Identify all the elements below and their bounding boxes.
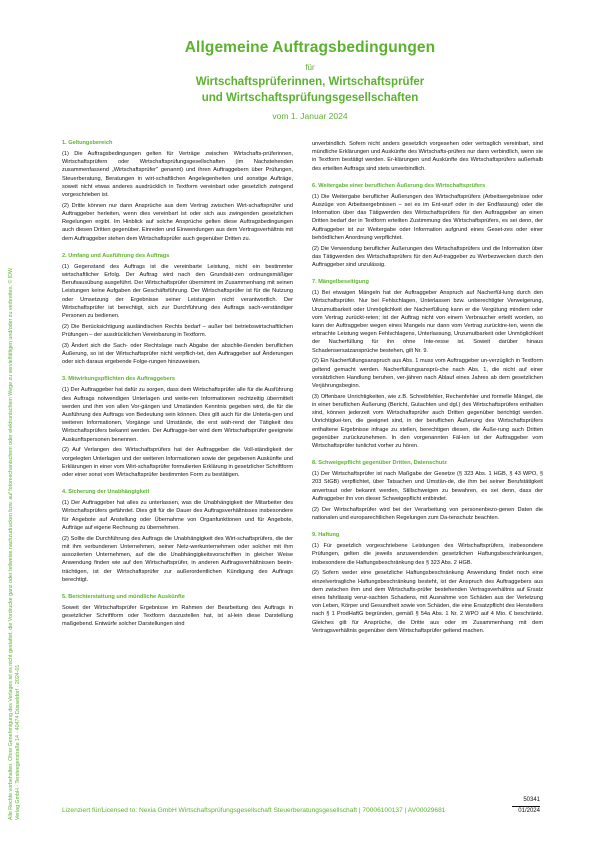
section [62, 489, 293, 584]
section-heading: 8. Schweigepflicht gegenüber Dritten, Datenschutz [312, 460, 447, 467]
section-paragraph: (1) Bei etwaigen Mängeln hat der Auftraggeber Anspruch auf Nacherfül-lung durch den Wirtschaftsprüfer. Nur bei Fehlschlagen, Unterlassen bzw. unberechtigter Verweigerung, Unzumutbarkeit oder Unmöglichkeit der Nacherfüllung kann er die Vergütung mindern oder vom Vertrag zurückt-reten; ist der Auftrag nicht von einem Verbraucher erteilt worden, so kann der Auftraggeber wegen eines Mangels nur dann vom Vertrag zurücktre-ten, wenn die erbrachte Leistung wegen Fehlschlagens, Unterlassung, Unzumutbarkeit oder Unmöglichkeit der Nacherfüllung für ihn ohne Inte-resse ist. Soweit darüber hinaus Schadensersatzansprüche bestehen, gilt Nr. 9. [312, 290, 543, 354]
document-subtitle-line-2: und Wirtschaftsprüfungsgesellschaften [201, 92, 419, 104]
section-paragraph: unverbindlich. Sofern nicht anders gesetzlich vorgesehen oder vertraglich vereinbart, sind mündliche Erklärungen und Auskünfte des Wirtschafts-prüfers nur dann verbindlich, wenn sie in Textform bestätigt werden. Er-klärungen und Auskünfte des Wirtschaftsprüfers außerhalb des erteilten Auftrags sind stets unverbindlich. [312, 141, 543, 172]
section-heading: 2. Umfang und Ausführung des Auftrags [62, 252, 170, 259]
section-paragraph: (2) Der Wirtschaftsprüfer wird bei der Verarbeitung von personenbezo-genen Daten die nationalen und europarechtlichen Regelungen zum Da-tenschutz beachten. [312, 506, 543, 521]
section [62, 140, 293, 243]
section [312, 532, 543, 635]
section [62, 376, 293, 479]
form-number: 50341 [523, 797, 540, 803]
section-heading: 7. Mängelbeseitigung [312, 279, 369, 286]
body-columns [62, 140, 543, 830]
section-paragraph: Soweit der Wirtschaftsprüfer Ergebnisse im Rahmen der Bearbeitung des Auftrags in gesetzlicher Schriftform oder Textform darzustellen hat, ist al-lein diese Darstellung maßgebend. Entwürfe solcher Darstellungen sind [62, 604, 293, 628]
section-paragraph: (3) Offenbare Unrichtigkeiten, wie z.B. Schreibfehler, Rechenfehler und formelle Mängel, die in einer beruflichen Äußerung (Bericht, Gutachten und dgl.) des Wirtschaftsprüfers enthalten sind, können jederzeit vom Wirtschaftsprüfer auch Dritten gegenüber berichtigt werden. Unrichtigkei-ten, die geeignet sind, in der beruflichen Äußerung des Wirtschaftsprüfers enthaltene Ergebnisse infrage zu stellen, berechtigen diesen, die Äuße-rung auch Dritten gegenüber zurückzunehmen. In den vorgenannten Fäl-len ist der Auftraggeber vom Wirtschaftsprüfer tunlichst vorher zu hören. [312, 393, 543, 450]
section-paragraph: (1) Die Auftragsbedingungen gelten für Verträge zwischen Wirtschafts-prüferinnen, Wirtschaftsprüfern oder Wirtschaftsprüfungsgesellschaften (im Nachstehenden zusammenfassend „Wirtschaftsprüfer" genannt) und ihren Auftraggebern über Prüfungen, Steuerberatung, Beratungen in wirt-schaftlichen Angelegenheiten und sonstige Aufträge, soweit nicht etwas anderes ausdrücklich in Textform vereinbart oder gesetzlich zwingend vorgeschrieben ist. [62, 151, 293, 199]
section-paragraph: (1) Der Wirtschaftsprüfer ist nach Maßgabe der Gesetze (§ 323 Abs. 1 HGB, § 43 WPO, § 203 StGB) verpflichtet, über Tatsachen und Umstän-de, die ihm bei seiner Berufstätigkeit anvertraut oder bekannt werden, Stillschweigen zu bewahren, es sei denn, dass der Auftraggeber ihn von dieser Schweigepflicht entbindet. [312, 471, 543, 502]
section-paragraph: (1) Für gesetzlich vorgeschriebene Leistungen des Wirtschaftsprüfers, insbesondere Prüfungen, gelten die jeweils anzuwendenden gesetzlichen Haftungsbeschränkungen, insbesondere die Haftungsbeschränkung des § 323 Abs. 2 HGB. [312, 543, 543, 566]
section-paragraph: (2) Auf Verlangen des Wirtschaftsprüfers hat der Auftraggeber die Voll-ständigkeit der vorgelegten Unterlagen und der weiteren Informationen sowie der gegebenen Auskünfte und Erklärungen in einer vom Wirt-schaftsprüfer formulierten Erklärung in gesetzlicher Schriftform oder einer sonst vom Wirtschaftsprüfer bestimmten Form zu bestätigen. [62, 447, 293, 479]
section-heading: 6. Weitergabe einer beruflichen Äußerung des Wirtschaftsprüfers [312, 182, 486, 189]
license-footer: Lizenziert für/Licensed to: Nexia GmbH Wirtschaftsprüfungsgesellschaft Steuerberatungsgesellschaft | 70006100137 | AV00029681 [62, 807, 446, 814]
section-paragraph: (2) Sofern weder eine gesetzliche Haftungsbeschränkung Anwendung findet noch eine einzelvertragliche Haftungsbeschränkung besteht, ist der Anspruch des Auftraggebers aus dem zwischen ihm und dem Wirtschafts-prüfer bestehenden Vertragsverhältnis auf Ersatz eines fahrlässig verur-sachten Schadens, mit Ausnahme von Schäden aus der Verletzung von Leben, Körper und Gesundheit sowie von Schäden, die eine Ersatzpflicht des Herstellers nach § 1 ProdHaftG begründen, gemäß § 54a Abs. 1 Nr. 2 WPO auf 4 Mio. € beschränkt. Gleiches gilt für Ansprüche, die Dritte aus oder im Zusammenhang mit dem Vertragsverhältnis gegenüber dem Wirtschaftsprüfer geltend machen. [312, 570, 543, 634]
section [312, 183, 543, 269]
right-column [312, 140, 543, 645]
document-subtitle-line-1: Wirtschaftsprüferinnen, Wirtschaftsprüfer [195, 76, 425, 88]
form-date: 01/2024 [518, 808, 540, 814]
document-date: vom 1. Januar 2024 [272, 111, 348, 121]
section-paragraph: (2) Die Berücksichtigung ausländischen Rechts bedarf – außer bei betriebswirtschaftlichen Prüfungen – der ausdrücklichen Vereinbarung in Textform. [62, 323, 293, 339]
document-header [60, 38, 560, 122]
section-paragraph: (2) Ein Nacherfüllungsanspruch aus Abs. 1 muss vom Auftraggeber un-verzüglich in Textform geltend gemacht werden. Nacherfüllungsansprü-che nach Abs. 1, die nicht auf einer vorsätzlichen Handlung beruhen, ver-jähren nach Ablauf eines Jahres ab dem gesetzlichen Verjährungsbeginn. [312, 358, 543, 390]
section-paragraph: (1) Gegenstand des Auftrags ist die vereinbarte Leistung, nicht ein bestimmter wirtschaftlicher Erfolg. Der Auftrag wird nach den Grundsät-zen ordnungsmäßiger Berufsausübung ausgeführt. Der Wirtschaftsprüfer übernimmt im Zusammenhang mit seinen Leistungen keine Aufgaben der Geschäftsführung. Der Wirtschaftsprüfer ist für die Nutzung oder Umsetzung der Ergebnisse seiner Leistungen nicht verantwortlich. Der Wirtschaftsprüfer ist berechtigt, sich zur Durchführung des Auftrags sach-verständiger Personen zu bedienen. [62, 263, 293, 320]
form-info [512, 796, 540, 816]
copyright-side-text: Alle Rechte vorbehalten. Ohne Genehmigung des Verlages ist es nicht gestattet, die Vordrucke ganz oder teilweise nachzudrucken bzw. auf fotomechanischem oder elektronischem Wege zu vervielfältigen und/oder zu verbreiten. © IDW Verlag GmbH · Tersteegenstraße 14 · 40474 Düsseldorf · 2024-01 [8, 267, 21, 820]
section-heading: 4. Sicherung der Unabhängigkeit [62, 489, 150, 496]
section-heading: 1. Geltungsbereich [62, 140, 113, 146]
section [62, 594, 293, 629]
section [62, 253, 293, 367]
section-paragraph: (2) Die Verwendung beruflicher Äußerungen des Wirtschaftsprüfers und die Information über das Tätigwerden des Wirtschaftsprüfers für den Auf-traggeber zu Werbezwecken durch den Auftraggeber sind unzulässig. [312, 245, 543, 269]
section-paragraph: (1) Die Weitergabe beruflicher Äußerungen des Wirtschaftsprüfers (Arbeitsergebnisse oder Auszüge von Arbeitsergebnissen – sei es im Ent-wurf oder in der Endfassung) oder die Information über das Tätigwerden des Wirtschaftsprüfers für den Auftraggeber an einen Dritten bedarf der in Textform erteilten Zustimmung des Wirtschaftsprüfers, es sei denn, der Auftraggeber ist zur Weitergabe oder Information aufgrund eines Geset-zes oder einer behördlichen Anordnung verpflichtet. [312, 193, 543, 241]
section [312, 279, 543, 450]
section-heading: 5. Berichterstattung und mündliche Auskünfte [62, 593, 185, 600]
section-paragraph: (1) Der Auftraggeber hat alles zu unterlassen, was die Unabhängigkeit der Mitarbeiter des Wirtschaftsprüfers gefährdet. Dies gilt für die Dauer des Auftragsverhältnisses insbesondere für Angebote auf Anstellung oder Übernahme von Organfunktionen und für Angebote, Aufträge auf eigene Rechnung zu übernehmen. [62, 500, 293, 531]
section [312, 460, 543, 522]
section-paragraph: (2) Sollte die Durchführung des Auftrags die Unabhängigkeit des Wirt-schaftsprüfers, die der mit ihm verbundenen Unternehmen, seiner Netz-werkunternehmen oder solcher mit ihm assoziierten Unternehmen, auf die die Unabhängigkeitsvorschriften in gleicher Weise Anwendung finden wie auf den Wirtschaftsprüfer, in anderen Auftragsverhältnissen beein-trächtigen, ist der Wirtschaftsprüfer zur außerordentlichen Kündigung des Auftrags berechtigt. [62, 535, 293, 583]
section [312, 140, 543, 173]
section-heading: 3. Mitwirkungspflichten des Auftraggebers [62, 376, 175, 383]
left-column [62, 140, 293, 639]
section-paragraph: (1) Der Auftraggeber hat dafür zu sorgen, dass dem Wirtschaftsprüfer alle für die Ausführung des Auftrags notwendigen Unterlagen und weite-ren Informationen rechtzeitig übermittelt werden und ihm von allen Vor-gängen und Umständen Kenntnis gegeben wird, die für die Ausführung des Auftrags von Bedeutung sein können. Dies gilt auch für die Unterla-gen und weiteren Informationen, Vorgänge und Umstände, die erst wäh-rend der Tätigkeit des Wirtschaftsprüfers bekannt werden. Der Auftragge-ber wird dem Wirtschaftsprüfer geeignete Auskunftspersonen benennen. [62, 387, 293, 443]
title-connector: für [305, 63, 315, 72]
section-paragraph: (3) Ändert sich die Sach- oder Rechtslage nach Abgabe der abschlie-ßenden beruflichen Äußerung, so ist der Wirtschaftsprüfer nicht verpflich-tet, den Auftraggeber auf Änderungen oder sich daraus ergebende Folge-rungen hinzuweisen. [62, 342, 293, 366]
section-paragraph: (2) Dritte können nur dann Ansprüche aus dem Vertrag zwischen Wirt-schaftsprüfer und Auftraggeber herleiten, wenn dies vereinbart ist oder sich aus zwingenden gesetzlichen Regelungen ergibt. Im Hinblick auf solche Ansprüche gelten diese Auftragsbedingungen auch diesen Dritten gegenüber. Einreden und Einwendungen aus dem Vertragsverhältnis mit dem Auftraggeber stehen dem Wirtschaftsprüfer auch gegenüber Dritten zu. [62, 202, 293, 242]
section-heading: 9. Haftung [312, 532, 340, 539]
document-title: Allgemeine Auftragsbedingungen [184, 39, 436, 56]
